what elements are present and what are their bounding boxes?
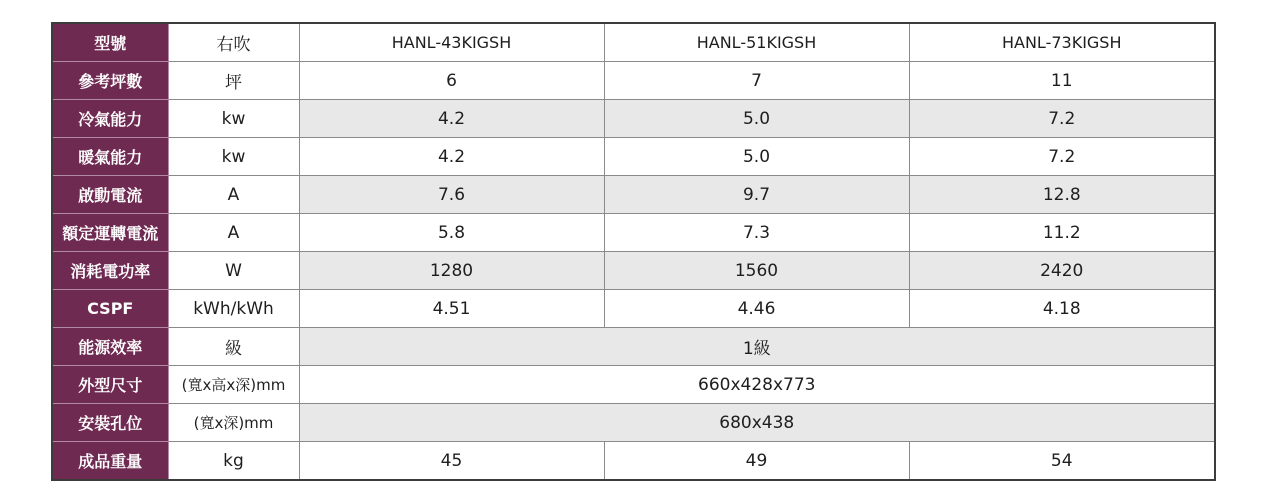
table-row — [52, 328, 1215, 366]
cell-value: 1560 — [604, 252, 909, 290]
table-row — [52, 100, 1215, 138]
row-unit: (寬x深)mm — [168, 404, 299, 442]
row-label: 安裝孔位 — [52, 404, 168, 442]
table-row — [52, 366, 1215, 404]
spec-table — [51, 22, 1216, 481]
model-3: HANL-73KIGSH — [909, 23, 1215, 62]
row-label: 啟動電流 — [52, 176, 168, 214]
row-unit: (寬x高x深)mm — [168, 366, 299, 404]
cell-value: 7 — [604, 62, 909, 100]
row-unit: W — [168, 252, 299, 290]
row-label: CSPF — [52, 290, 168, 328]
merged-value: 660x428x773 — [299, 366, 1215, 404]
cell-value: 4.2 — [299, 100, 604, 138]
cell-value: 5.0 — [604, 138, 909, 176]
cell-value: 6 — [299, 62, 604, 100]
cell-value: 11 — [909, 62, 1215, 100]
cell-value: 7.2 — [909, 100, 1215, 138]
header-row — [52, 23, 1215, 62]
cell-value: 45 — [299, 442, 604, 481]
table-row — [52, 176, 1215, 214]
cell-value: 11.2 — [909, 214, 1215, 252]
row-unit: 級 — [168, 328, 299, 366]
cell-value: 4.2 — [299, 138, 604, 176]
row-label: 消耗電功率 — [52, 252, 168, 290]
merged-value: 680x438 — [299, 404, 1215, 442]
table-row — [52, 214, 1215, 252]
merged-value: 1級 — [299, 328, 1215, 366]
row-unit: kg — [168, 442, 299, 481]
row-label: 成品重量 — [52, 442, 168, 481]
cell-value: 2420 — [909, 252, 1215, 290]
row-unit: kw — [168, 138, 299, 176]
cell-value: 5.8 — [299, 214, 604, 252]
row-unit: 坪 — [168, 62, 299, 100]
row-label: 額定運轉電流 — [52, 214, 168, 252]
cell-value: 1280 — [299, 252, 604, 290]
cell-value: 4.18 — [909, 290, 1215, 328]
row-unit: kw — [168, 100, 299, 138]
table-row — [52, 62, 1215, 100]
cell-value: 9.7 — [604, 176, 909, 214]
cell-value: 4.46 — [604, 290, 909, 328]
model-2: HANL-51KIGSH — [604, 23, 909, 62]
row-unit: A — [168, 214, 299, 252]
cell-value: 7.6 — [299, 176, 604, 214]
table-row — [52, 252, 1215, 290]
model-1: HANL-43KIGSH — [299, 23, 604, 62]
row-label: 參考坪數 — [52, 62, 168, 100]
cell-value: 7.2 — [909, 138, 1215, 176]
table-row — [52, 404, 1215, 442]
cell-value: 5.0 — [604, 100, 909, 138]
row-unit: A — [168, 176, 299, 214]
row-unit: kWh/kWh — [168, 290, 299, 328]
cell-value: 12.8 — [909, 176, 1215, 214]
row-label: 能源效率 — [52, 328, 168, 366]
table-row — [52, 138, 1215, 176]
table-row — [52, 290, 1215, 328]
header-label: 型號 — [52, 23, 168, 62]
cell-value: 49 — [604, 442, 909, 481]
cell-value: 4.51 — [299, 290, 604, 328]
header-unit: 右吹 — [168, 23, 299, 62]
row-label: 冷氣能力 — [52, 100, 168, 138]
row-label: 暖氣能力 — [52, 138, 168, 176]
row-label: 外型尺寸 — [52, 366, 168, 404]
table-row — [52, 442, 1215, 481]
cell-value: 7.3 — [604, 214, 909, 252]
cell-value: 54 — [909, 442, 1215, 481]
